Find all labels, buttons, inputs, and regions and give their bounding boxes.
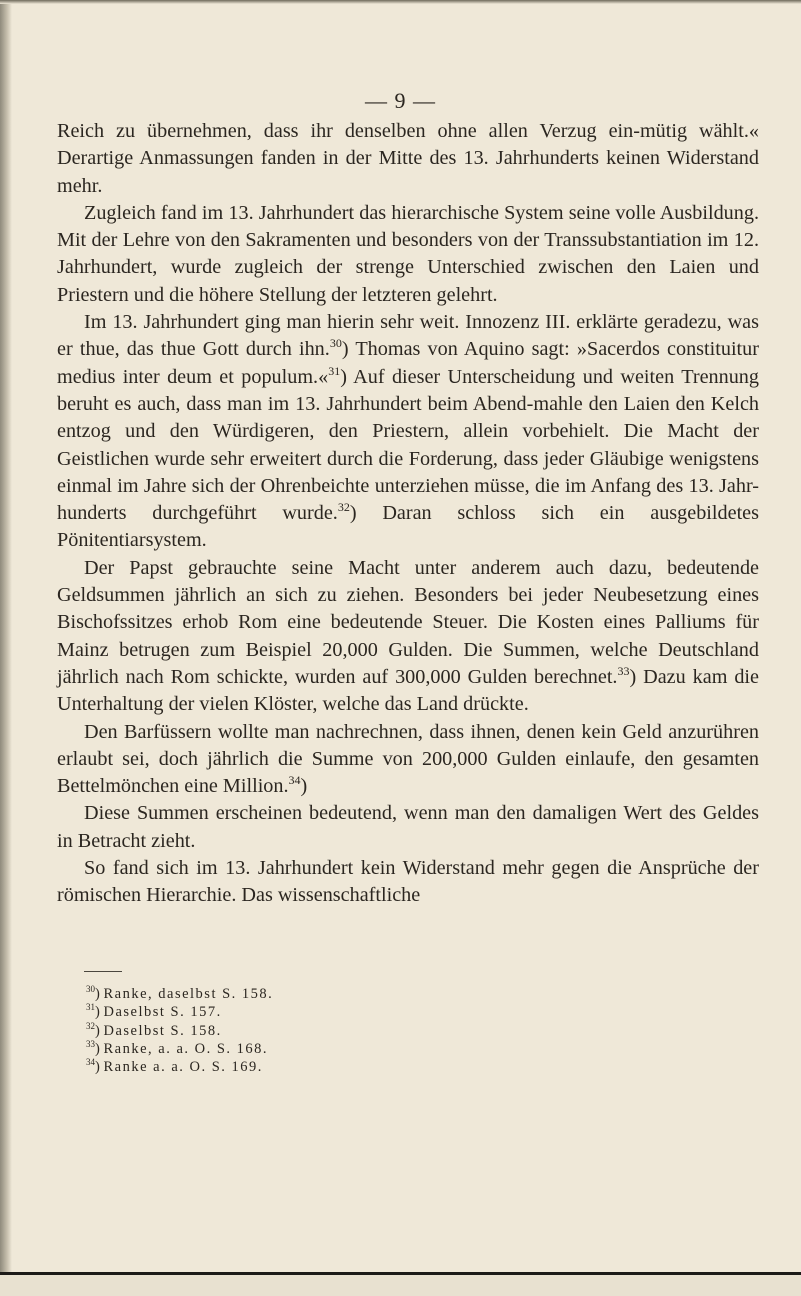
footnote (86, 1022, 486, 1040)
footnote-reference: 30 (329, 336, 342, 351)
footnote-paren: ) (95, 1022, 104, 1039)
paragraph (57, 719, 759, 801)
footnote-source: Daselbst S. 157. (103, 1004, 222, 1021)
footnote-reference: 34 (288, 773, 301, 788)
footnote-reference: 32 (337, 500, 350, 515)
text-segment: ) Dazu kam die Unterhaltung der vielen Klöster, welche das Land drückte. (57, 665, 759, 716)
footnote-source: Ranke a. a. O. S. 169. (103, 1059, 263, 1076)
footnote-source: Ranke, a. a. O. S. 168. (103, 1040, 269, 1057)
footnote-paren: ) (95, 1059, 104, 1076)
footnote-number: 30 (86, 984, 95, 994)
footnote-source: Daselbst S. 158. (103, 1022, 222, 1039)
text-segment: ) Thomas von Aquino sagt: »Sacerdos constituitur medius inter deum et populum.« (57, 338, 759, 388)
paragraph (57, 800, 759, 855)
footnotes (86, 985, 486, 1076)
footnote-number: 34 (86, 1057, 95, 1068)
text-segment: ) (300, 775, 308, 798)
footnote-number: 31 (86, 1002, 95, 1013)
text-segment: ) Auf dieser Unterscheidung und weiten Trennung beruht es auch, dass man im 13. Jahrhundert beim Abend-mahle den Laien den Kelch entzog und den Würdigeren, den Priestern, allein vorbehielt. Die Macht der Geistlichen wurde sehr erweitert durch die Forderung, dass jeder Gläubige wenigstens einmal im Jahre sich der Ohrenbeichte unterziehen müsse, die im Anfang des 13. Jahr-hunderts durchgeführt wurde. (57, 365, 759, 525)
text-segment: Reich zu übernehmen, dass ihr denselben ohne allen Verzug ein-mütig wählt.« Derartige Anmassungen fanden in der Mitte des 13. Jahrhunderts keinen Widerstand mehr. (57, 120, 759, 197)
text-segment: Diese Summen erscheinen bedeutend, wenn man den damaligen Wert des Geldes in Betracht zieht. (57, 802, 759, 852)
footnote-paren: ) (95, 1004, 104, 1021)
page-edge-shadow (0, 0, 12, 1293)
footnote-number: 33 (86, 1038, 95, 1049)
footnote-paren: ) (95, 986, 104, 1002)
page-bottom-edge (0, 1272, 801, 1296)
page-top-edge (0, 0, 801, 4)
text-segment: Zugleich fand im 13. Jahrhundert das hierarchische System seine volle Ausbildung. Mit der Lehre von den Sakramenten und besonders von der Transsubstantiation im 12. Jahrhundert, wurde zugleich der strenge Unterschied zwischen den Laien und Priestern und die höhere Stellung der letzteren gelehrt. (57, 201, 759, 306)
text-segment: Den Barfüssern wollte man nachrechnen, dass ihnen, denen kein Geld anzurühren erlaubt sei, doch jährlich die Summe von 200,000 Gulden einlaufe, den gesamten Bettelmönchen eine Million. (57, 720, 759, 798)
text-segment: ) Daran schloss sich ein ausgebildetes Pönitentiarsystem. (57, 502, 759, 552)
paragraph (57, 200, 759, 309)
footnote-divider (84, 971, 122, 972)
text-segment: So fand sich im 13. Jahrhundert kein Widerstand mehr gegen die Ansprüche der römischen Hierarchie. Das wissenschaftliche (57, 857, 759, 907)
footnote (86, 1040, 486, 1058)
footnote-reference: 33 (617, 663, 630, 678)
footnote (86, 1003, 486, 1021)
page-number: — 9 — (365, 88, 436, 113)
paragraph (57, 118, 759, 200)
paragraph (57, 855, 759, 910)
paragraph (57, 555, 759, 719)
footnote-paren: ) (95, 1040, 104, 1057)
footnote-reference: 31 (328, 363, 341, 378)
text-segment: Der Papst gebrauchte seine Macht unter anderem auch dazu, bedeutende Geldsummen jährlich an sich zu ziehen. Besonders bei jeder Neubesetzung eines Bischofssitzes erhob Rom eine bedeutende Steuer. Die Kosten eines Palliums für Mainz betrugen zum Beispiel 20,000 Gulden. Die Summen, welche Deutschland jährlich nach Rom schickte, wurden auf 300,000 Gulden berechnet. (57, 556, 759, 688)
footnote (86, 985, 486, 1003)
footnote-source: Ranke, daselbst S. 158. (103, 986, 274, 1002)
body-text (57, 118, 759, 910)
footnote-number: 32 (86, 1020, 95, 1031)
footnote (86, 1058, 486, 1076)
text-segment: Im 13. Jahrhundert ging man hierin sehr weit. Innozenz III. erklärte geradezu, was er thue, das thue Gott durch ihn. (57, 311, 759, 361)
paragraph (57, 309, 759, 555)
